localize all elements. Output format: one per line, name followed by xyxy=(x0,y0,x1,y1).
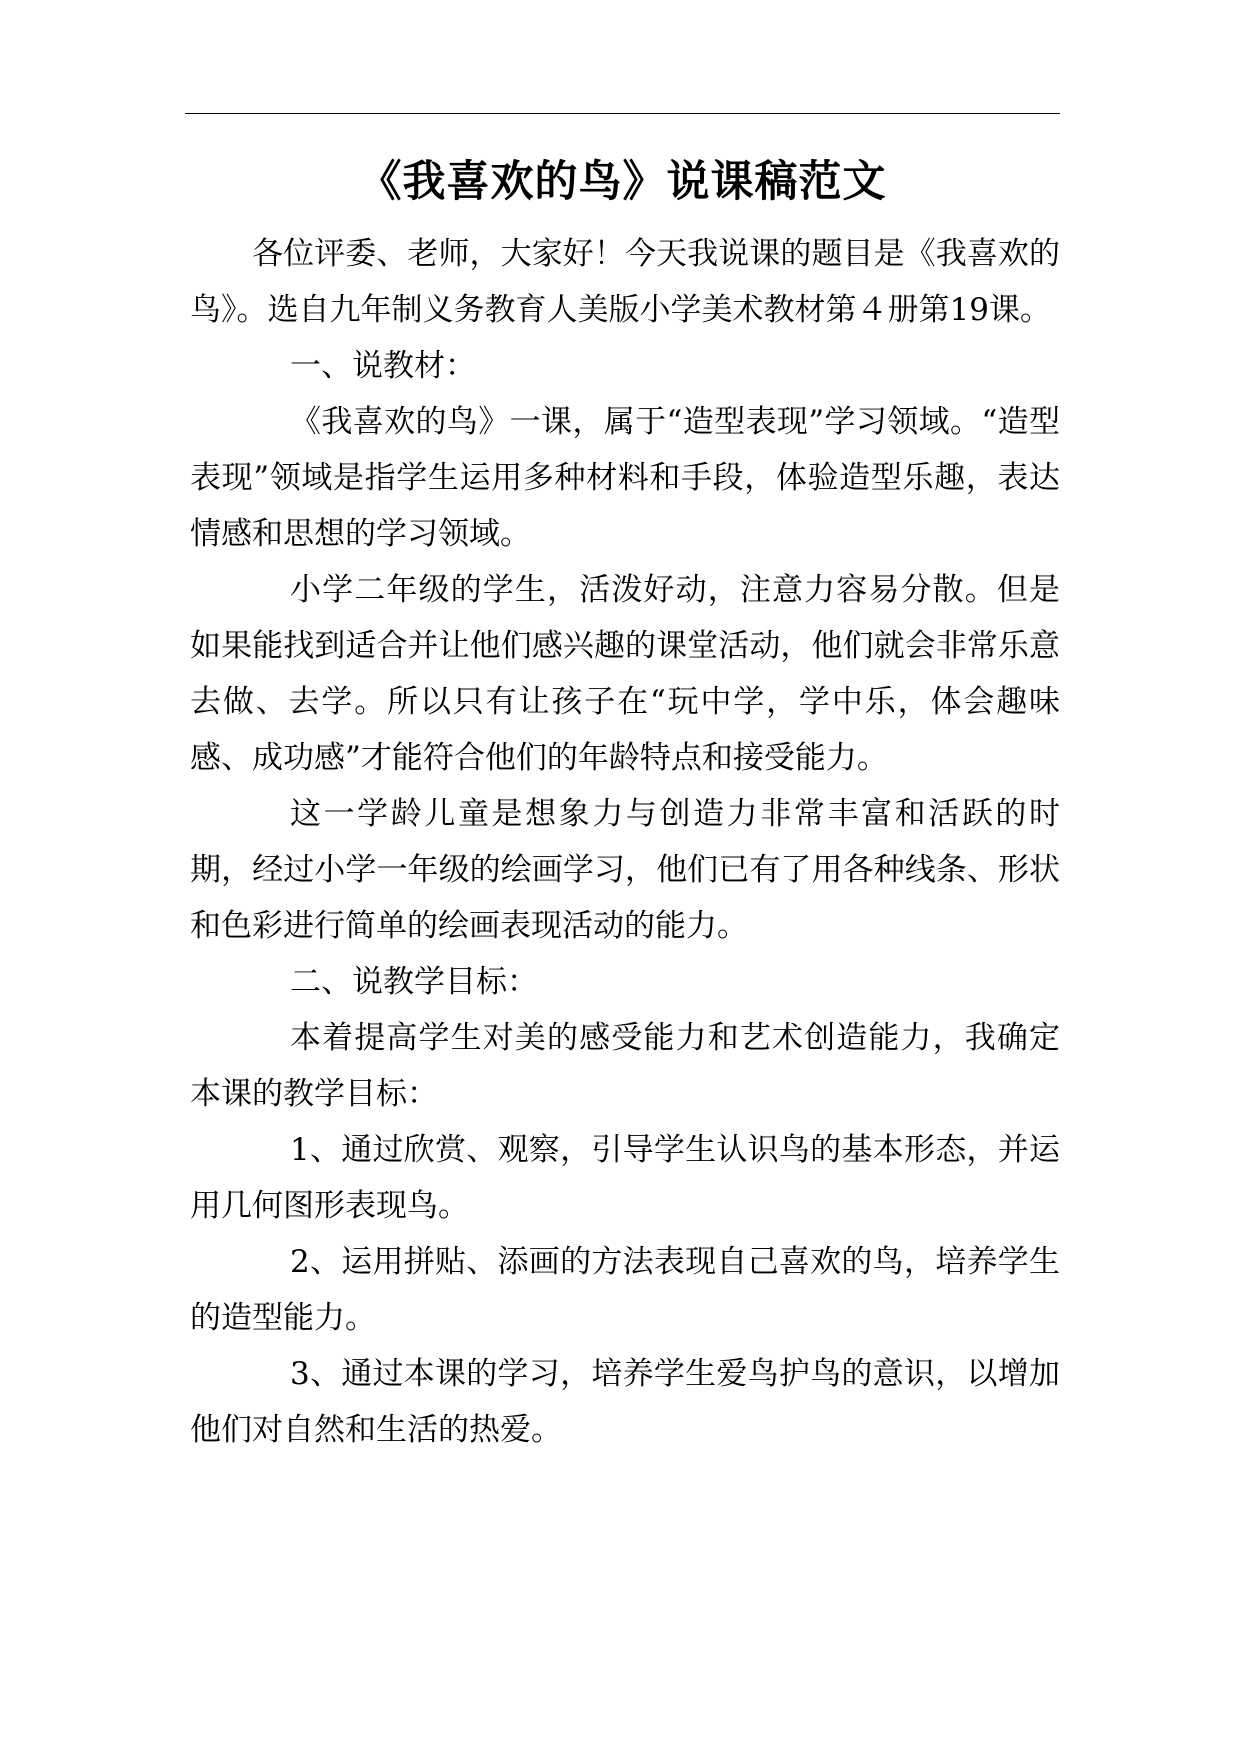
document-body xyxy=(190,226,1060,1458)
paragraph-goals-intro: 本着提高学生对美的感受能力和艺术创造能力，我确定本课的教学目标： xyxy=(190,1020,1060,1112)
paragraph-age-group: 这一学龄儿童是想象力与创造力非常丰富和活跃的时期，经过小学一年级的绘画学习，他们已有了用各种线条、形状和色彩进行简单的绘画表现活动的能力。 xyxy=(190,796,1060,944)
goal-item-1: 1、通过欣赏、观察，引导学生认识鸟的基本形态，并运用几何图形表现鸟。 xyxy=(190,1132,1060,1224)
goal-item-3: 3、通过本课的学习，培养学生爱鸟护鸟的意识，以增加他们对自然和生活的热爱。 xyxy=(190,1356,1060,1448)
paragraph-textbook: 《我喜欢的鸟》一课，属于“造型表现”学习领域。“造型表现”领域是指学生运用多种材料和手段，体验造型乐趣，表达情感和思想的学习领域。 xyxy=(190,404,1060,552)
goal-item-2: 2、运用拼贴、添画的方法表现自己喜欢的鸟，培养学生的造型能力。 xyxy=(190,1244,1060,1336)
paragraph-greeting: 各位评委、老师，大家好！今天我说课的题目是《我喜欢的鸟》。选自九年制义务教育人美版小学美术教材第４册第19课。 xyxy=(190,236,1060,328)
paragraph-students: 小学二年级的学生，活泼好动，注意力容易分散。但是如果能找到适合并让他们感兴趣的课堂活动，他们就会非常乐意去做、去学。所以只有让孩子在“玩中学，学中乐，体会趣味感、成功感”才能符合他们的年龄特点和接受能力。 xyxy=(190,572,1060,776)
header-rule xyxy=(185,113,1060,114)
section-heading-goals: 二、说教学目标： xyxy=(290,964,538,1000)
section-heading-textbook: 一、说教材： xyxy=(290,348,476,384)
document-title: 《我喜欢的鸟》说课稿范文 xyxy=(358,157,887,207)
